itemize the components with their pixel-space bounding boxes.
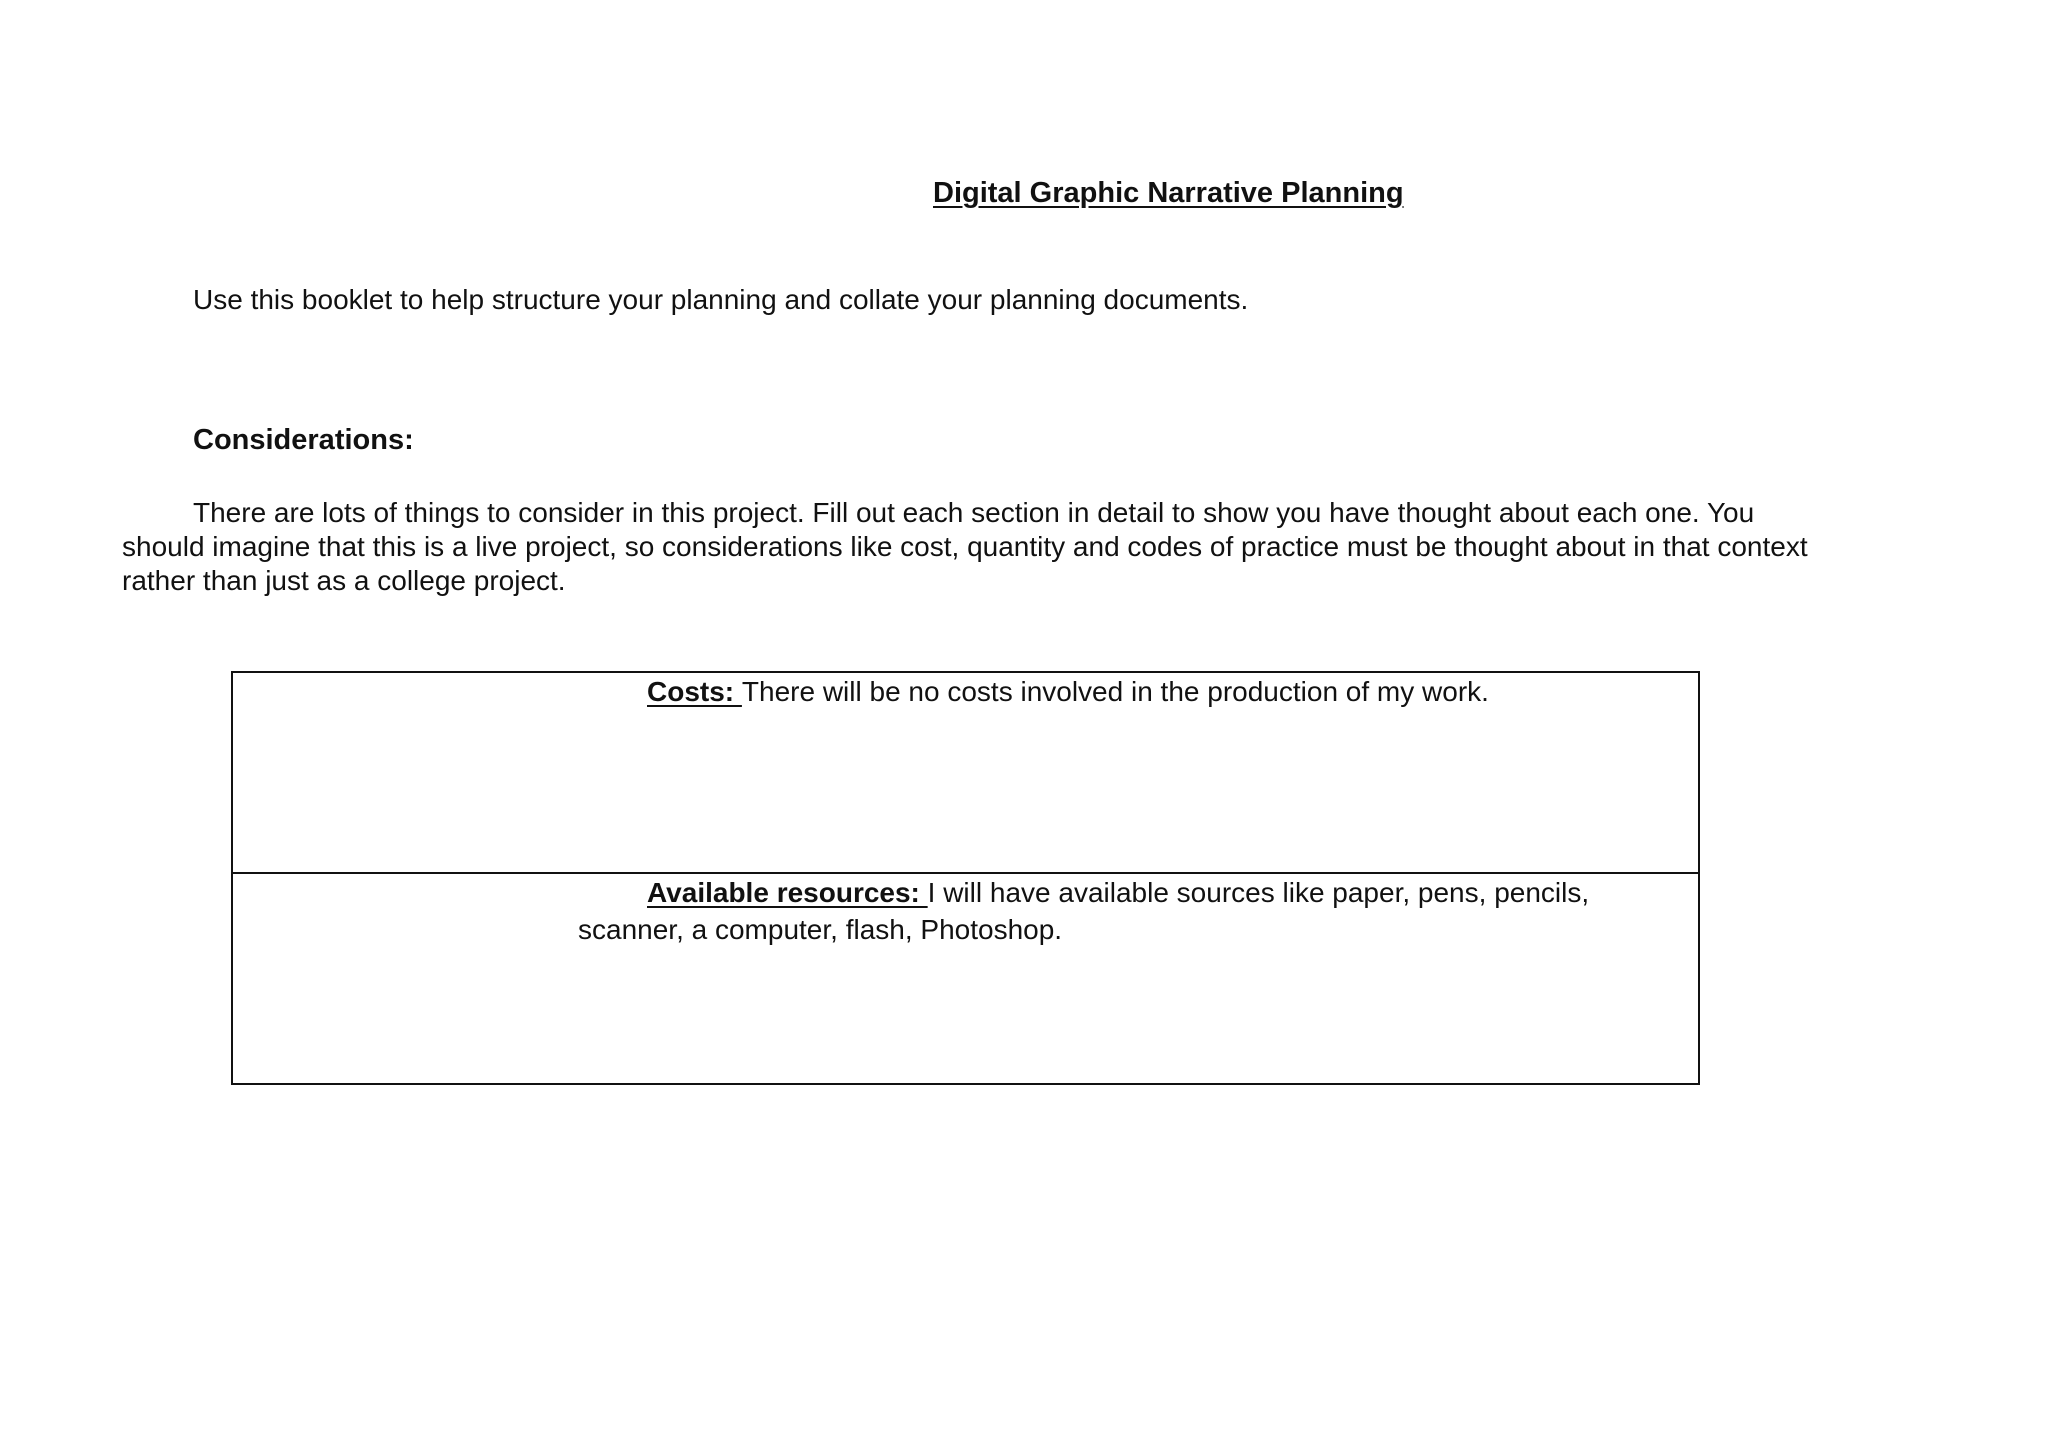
costs-text: There will be no costs involved in the production of my work. — [741, 676, 1489, 707]
table-row-resources — [233, 874, 1698, 1083]
document-title: Digital Graphic Narrative Planning — [933, 177, 1404, 209]
considerations-paragraph: There are lots of things to consider in this project. Fill out each section in detail to show you have thought about each one. You should imagine that this is a live project, so considerations like cost, quantity and codes of practice must be thought about in that context rather than just as a college project. — [122, 497, 1808, 596]
planning-table — [231, 671, 1700, 1085]
intro-paragraph: Use this booklet to help structure your planning and collate your planning documents. — [193, 284, 1249, 315]
table-row-costs — [233, 673, 1698, 874]
resources-text: I will have available sources like paper, pens, pencils, scanner, a computer, flash, Photoshop. — [578, 877, 1590, 945]
costs-label: Costs: — [647, 676, 742, 707]
considerations-heading: Considerations: — [193, 424, 414, 456]
resources-label: Available resources: — [647, 877, 928, 908]
